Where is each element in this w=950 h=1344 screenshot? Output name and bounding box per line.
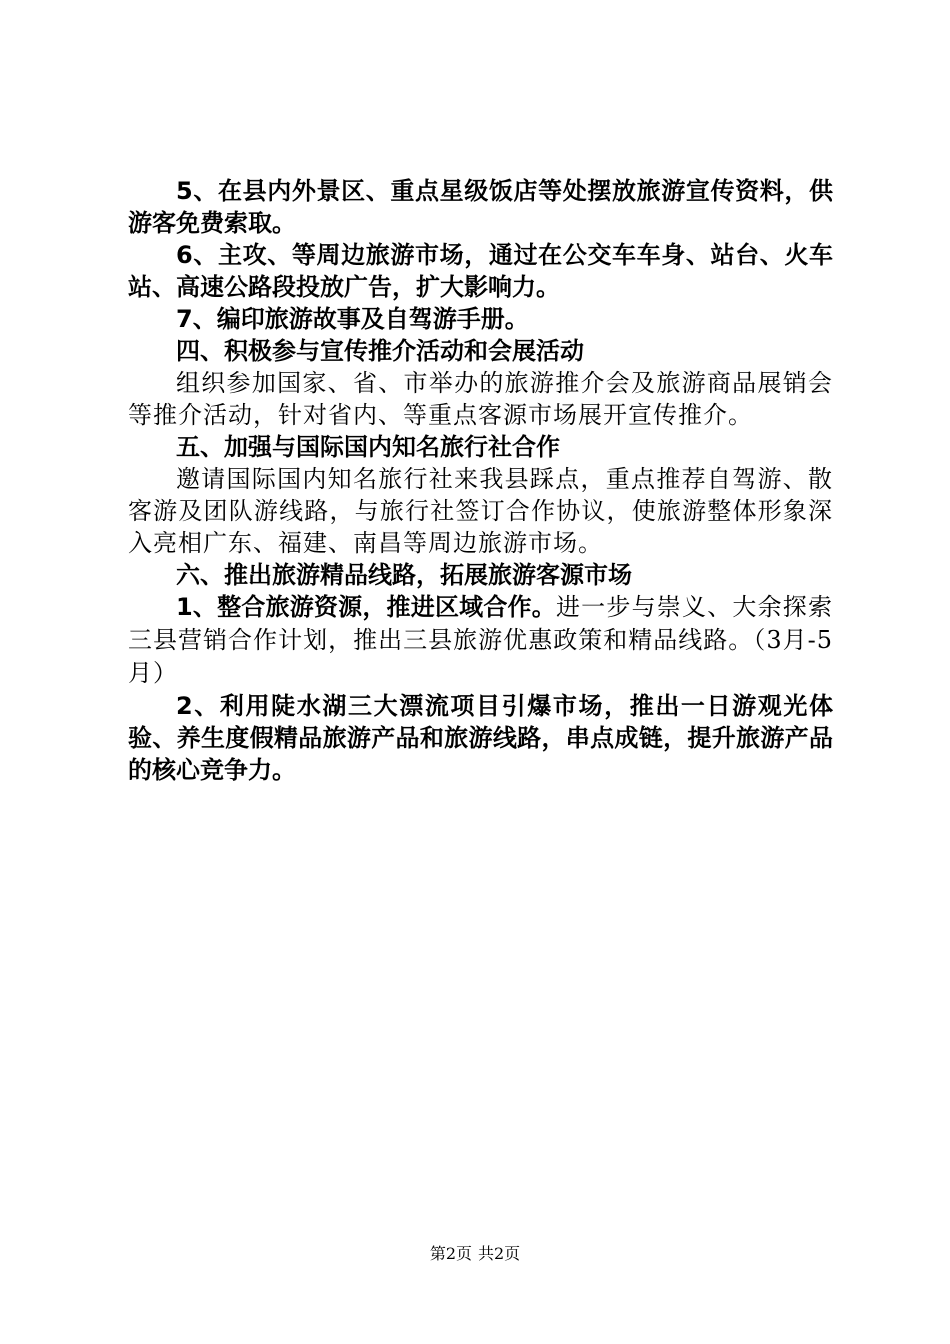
page-footer <box>0 1243 950 1265</box>
paragraph-item-6-1 <box>128 591 833 690</box>
section-heading-6: 六、推出旅游精品线路，拓展旅游客源市场 <box>176 561 632 589</box>
paragraph-body-5: 邀请国际国内知名旅行社来我县踩点，重点推荐自驾游、散客游及团队游线路，与旅行社签订合作协议，使旅游整体形象深入亮相广东、福建、南昌等周边旅游市场。 <box>128 465 833 557</box>
paragraph-item-6-2: 2、利用陡水湖三大漂流项目引爆市场，推出一日游观光体验、养生度假精品旅游产品和旅游线路，串点成链，提升旅游产品的核心竞争力。 <box>128 692 833 784</box>
section-heading-4: 四、积极参与宣传推介活动和会展活动 <box>176 337 584 365</box>
section-heading-5: 五、加强与国际国内知名旅行社合作 <box>176 433 560 461</box>
page-total: 共2页 <box>478 1244 521 1263</box>
page-number: 第2页 <box>429 1244 472 1263</box>
paragraph-lead-text: 1、整合旅游资源，推进区域合作。 <box>176 593 556 621</box>
paragraph-item-6: 6、主攻、等周边旅游市场，通过在公交车车身、站台、火车站、高速公路段投放广告，扩大影响力。 <box>128 241 833 301</box>
paragraph-body-4: 组织参加国家、省、市举办的旅游推介会及旅游商品展销会等推介活动，针对省内、等重点客源市场展开宣传推介。 <box>128 369 833 429</box>
document-body <box>128 175 833 786</box>
paragraph-item-5: 5、在县内外景区、重点星级饭店等处摆放旅游宣传资料，供游客免费索取。 <box>128 177 833 237</box>
paragraph-item-7: 7、编印旅游故事及自驾游手册。 <box>176 305 529 333</box>
paragraph-rest-text: 进一步与崇义、大余探索三县营销合作计划，推出三县旅游优惠政策和精品线路。（3月-5月） <box>128 593 834 687</box>
